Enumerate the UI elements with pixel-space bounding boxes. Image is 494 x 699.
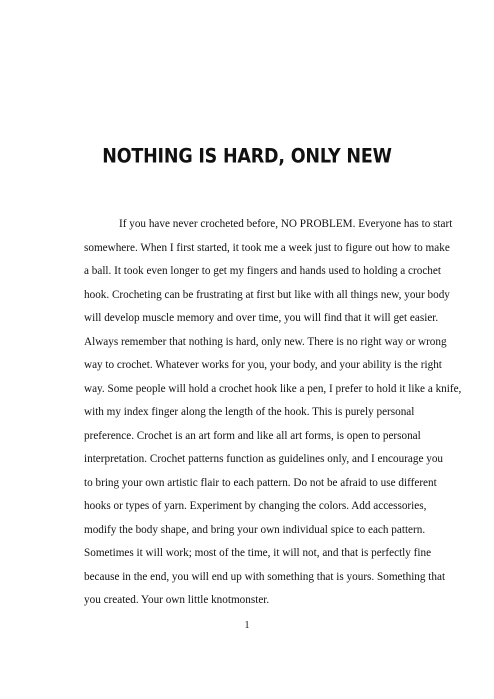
paragraph-line: way to crochet. Whatever works for you, your body, and your ability is the right <box>84 359 442 371</box>
paragraph-line: hooks or types of yarn. Experiment by changing the colors. Add accessories, <box>84 500 427 512</box>
paragraph-line: way. Some people will hold a crochet hook like a pen, I prefer to hold it like a knife, <box>84 382 462 395</box>
paragraph-line: Sometimes it will work; most of the time, it will not, and that is perfectly fine <box>84 547 432 559</box>
paragraph-line: hook. Crocheting can be frustrating at first but like with all things new, your body <box>84 288 450 301</box>
paragraph-line: a ball. It took even longer to get my fingers and hands used to holding a crochet <box>84 265 441 277</box>
paragraph-line: modify the body shape, and bring your own individual spice to each pattern. <box>84 523 426 536</box>
paragraph-line: because in the end, you will end up with something that is yours. Something that <box>84 570 446 583</box>
paragraph-line: will develop muscle memory and over time, you will find that it will get easier. <box>84 312 439 324</box>
page-number: 1 <box>244 620 250 631</box>
paragraph-line: somewhere. When I first started, it took me a week just to figure out how to make <box>84 241 450 254</box>
paragraph-line: Always remember that nothing is hard, only new. There is no right way or wrong <box>84 335 447 348</box>
paragraph-line: If you have never crocheted before, NO PROBLEM. Everyone has to start <box>119 218 453 230</box>
paragraph-line: you created. Your own little knotmonster. <box>84 594 270 606</box>
page-title: NOTHING IS HARD, ONLY NEW <box>102 145 392 169</box>
paragraph-line: to bring your own artistic flair to each pattern. Do not be afraid to use different <box>84 476 437 489</box>
paragraph-line: interpretation. Crochet patterns function as guidelines only, and I encourage you <box>84 453 444 465</box>
paragraph-line: with my index finger along the length of the hook. This is purely personal <box>84 406 415 418</box>
paragraph-line: preference. Crochet is an art form and like all art forms, is open to personal <box>84 429 421 442</box>
body-paragraph <box>84 213 462 613</box>
